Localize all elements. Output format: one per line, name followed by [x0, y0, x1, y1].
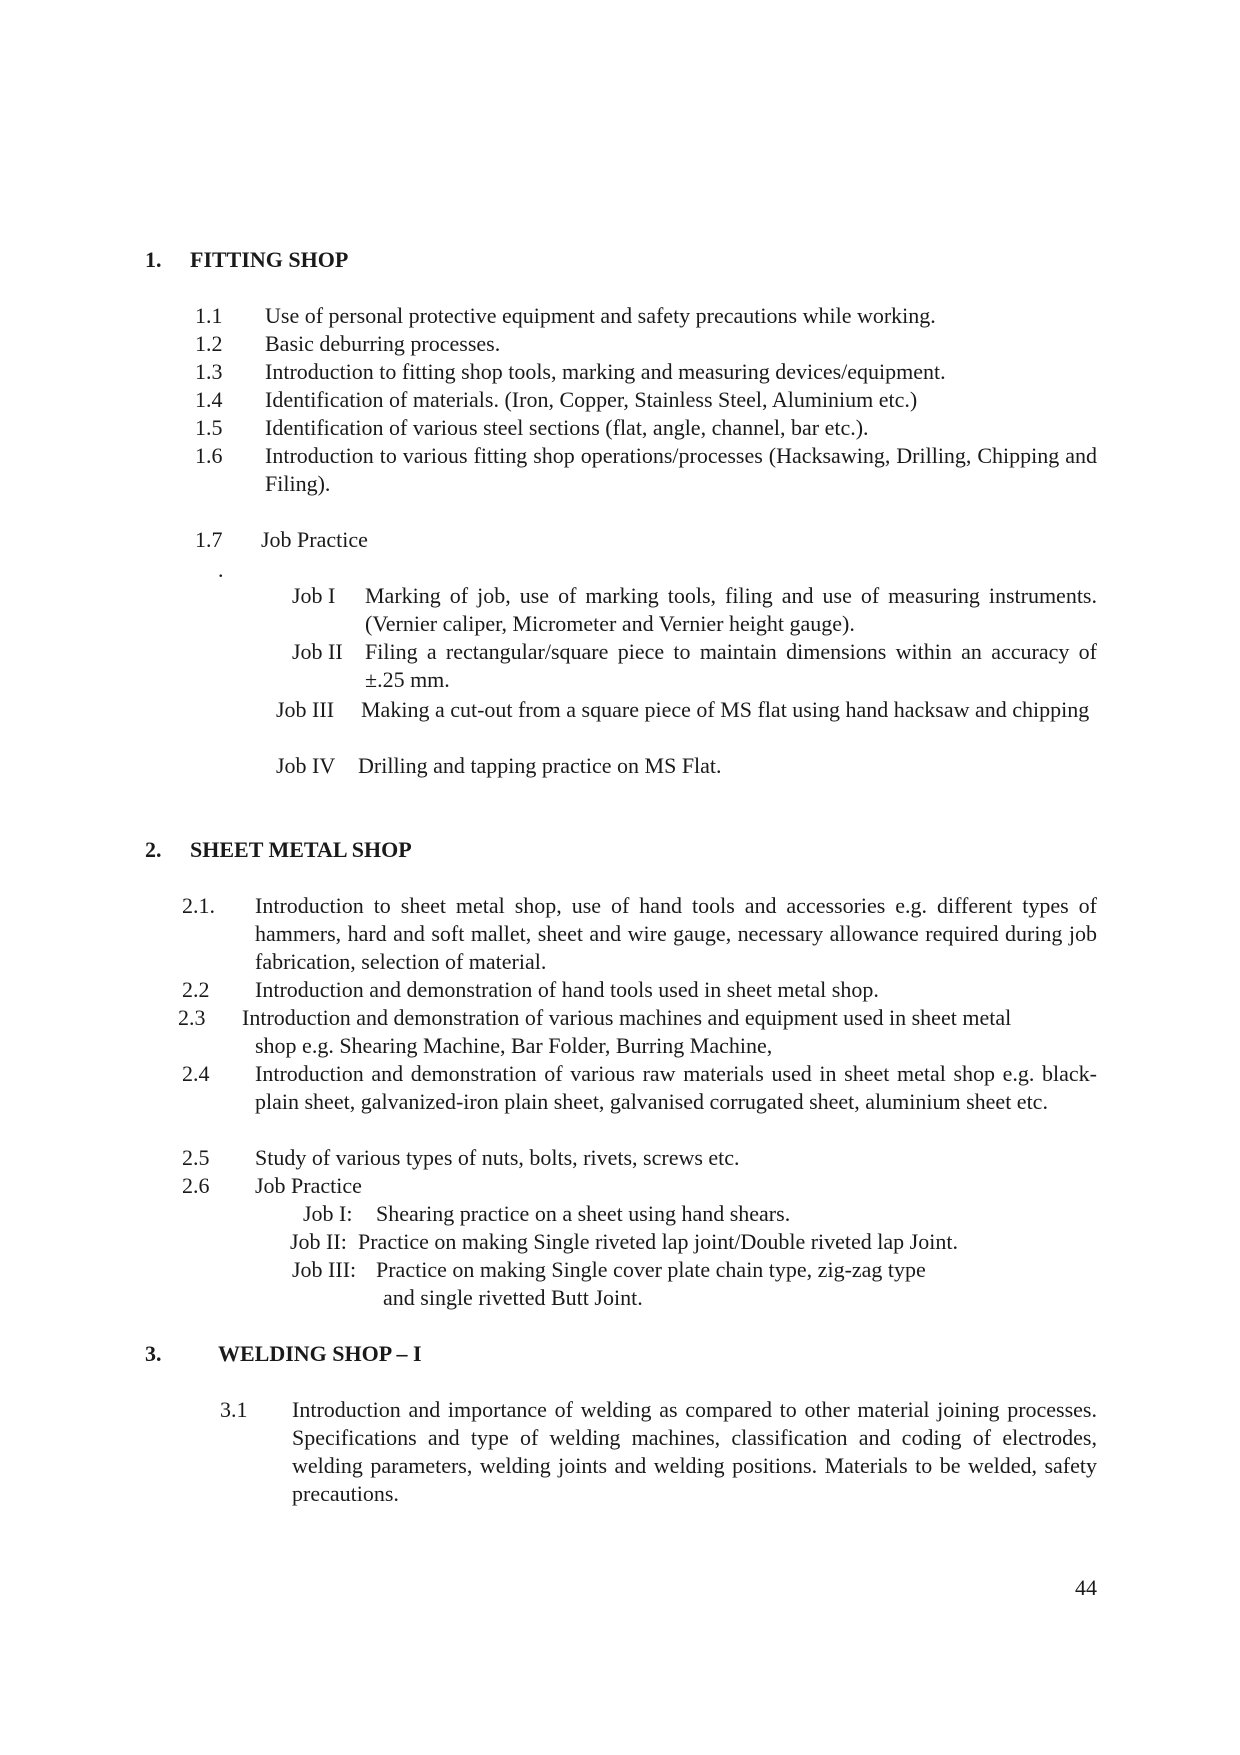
section-1-title: FITTING SHOP [190, 247, 349, 272]
job-label: Job III [276, 697, 335, 722]
job-label: Job I [292, 583, 336, 608]
section-3-number: 3. [145, 1341, 162, 1366]
item-number: 2.4 [182, 1061, 210, 1086]
item-number: 2.6 [182, 1173, 210, 1198]
item-text: Basic deburring processes. [265, 331, 501, 356]
item-text: Job Practice [261, 527, 368, 552]
item-text: Introduction to various fitting shop operations/processes (Hacksawing, Drilling, Chipping and Filing). [265, 443, 1097, 496]
job-text: Practice on making Single cover plate chain type, zig-zag type [376, 1257, 926, 1282]
job-text-continued: and single rivetted Butt Joint. [383, 1285, 643, 1310]
job-label: Job III: [292, 1257, 357, 1282]
section-2-number: 2. [145, 837, 162, 862]
job-label: Job II [292, 639, 343, 664]
item-text: Introduction and demonstration of various machines and equipment used in sheet metal [242, 1005, 1012, 1030]
item-text: Introduction to sheet metal shop, use of hand tools and accessories e.g. different types of hammers, hard and soft mallet, sheet and wire gauge, necessary allowance required during job fabrication, selection of material. [255, 893, 1097, 974]
item-text: Study of various types of nuts, bolts, rivets, screws etc. [255, 1145, 740, 1170]
job-label: Job IV [276, 753, 336, 778]
item-number: 1.3 [195, 359, 223, 384]
item-number: 2.2 [182, 977, 210, 1002]
job-text: Filing a rectangular/square piece to maintain dimensions within an accuracy of ±.25 mm. [365, 639, 1097, 692]
item-text: Job Practice [255, 1173, 362, 1198]
item-number: 3.1 [220, 1397, 248, 1422]
job-text: Making a cut-out from a square piece of MS flat using hand hacksaw and chipping [361, 697, 1090, 722]
item-number: 1.5 [195, 415, 223, 440]
section-2-title: SHEET METAL SHOP [190, 837, 412, 862]
item-text: Introduction and demonstration of various raw materials used in sheet metal shop e.g. black-plain sheet, galvanized-iron plain sheet, galvanised corrugated sheet, aluminium sheet etc. [255, 1061, 1097, 1114]
item-text-continued: shop e.g. Shearing Machine, Bar Folder, Burring Machine, [255, 1033, 773, 1058]
item-number: 1.2 [195, 331, 223, 356]
item-text: Identification of materials. (Iron, Copper, Stainless Steel, Aluminium etc.) [265, 387, 918, 412]
item-text: Use of personal protective equipment and safety precautions while working. [265, 303, 936, 328]
job-text: Drilling and tapping practice on MS Flat. [358, 753, 722, 778]
item-number: 1.7 [195, 527, 223, 552]
item-text: Introduction to fitting shop tools, marking and measuring devices/equipment. [265, 359, 946, 384]
stray-dot: . [218, 557, 224, 582]
job-label: Job I: [303, 1201, 353, 1226]
item-number: 1.4 [195, 387, 223, 412]
page-number: 44 [1075, 1575, 1097, 1600]
job-text: Practice on making Single riveted lap joint/Double riveted lap Joint. [358, 1229, 958, 1254]
item-text: Introduction and demonstration of hand tools used in sheet metal shop. [255, 977, 879, 1002]
job-text: Shearing practice on a sheet using hand shears. [376, 1201, 791, 1226]
item-number: 2.3 [178, 1005, 206, 1030]
item-text: Introduction and importance of welding as compared to other material joining processes. Specifications and type of welding machines, classification and coding of electrodes, welding parameters, welding joints and welding positions. Materials to be welded, safety precautions. [292, 1397, 1097, 1506]
job-text: Marking of job, use of marking tools, filing and use of measuring instruments. (Vernier caliper, Micrometer and Vernier height gauge). [365, 583, 1097, 636]
item-number: 2.5 [182, 1145, 210, 1170]
item-number: 1.1 [195, 303, 223, 328]
job-label: Job II: [290, 1229, 347, 1254]
section-1-number: 1. [145, 247, 162, 272]
item-number: 2.1. [182, 893, 215, 918]
section-3-title: WELDING SHOP – I [218, 1341, 422, 1366]
item-text: Identification of various steel sections (flat, angle, channel, bar etc.). [265, 415, 869, 440]
item-number: 1.6 [195, 443, 223, 468]
